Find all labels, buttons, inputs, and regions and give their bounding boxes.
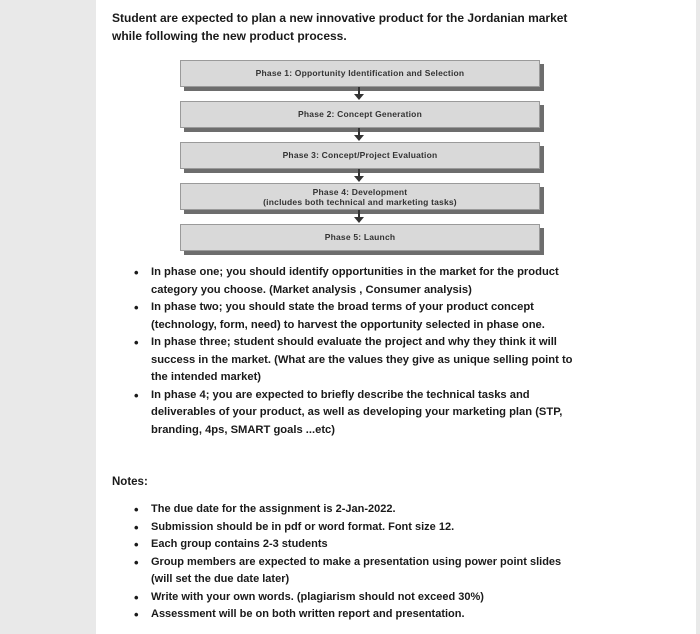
notes-list	[134, 501, 584, 624]
phase-4-label: Phase 4: Development	[312, 187, 408, 197]
list-item: • Each group contains 2-3 students	[134, 536, 584, 554]
notes-heading: Notes:	[112, 476, 148, 488]
list-item: • In phase three; student should evaluate the project and why they think it will success in the market. (What are the values they give as unique selling point to the intended market)	[134, 334, 584, 387]
document-page	[96, 0, 696, 634]
list-item: • Group members are expected to make a presentation using power point slides (will set the due date later)	[134, 554, 584, 589]
arrow-down-icon	[180, 128, 540, 142]
list-item: • Submission should be in pdf or word format. Font size 12.	[134, 519, 584, 537]
list-item: • Write with your own words. (plagiarism should not exceed 30%)	[134, 589, 584, 607]
phase-1-box: Phase 1: Opportunity Identification and Selection	[180, 60, 540, 87]
phase-3-box: Phase 3: Concept/Project Evaluation	[180, 142, 540, 169]
phase-4-sublabel: (includes both technical and marketing tasks)	[263, 197, 457, 207]
arrow-down-icon	[180, 210, 540, 224]
intro-paragraph: Student are expected to plan a new innovative product for the Jordanian market while following the new product process.	[112, 11, 568, 43]
list-item: • In phase two; you should state the broad terms of your product concept (technology, form, need) to harvest the opportunity selected in phase one.	[134, 299, 584, 334]
phase-instructions-list	[134, 264, 584, 439]
arrow-down-icon	[180, 87, 540, 101]
process-flowchart	[180, 60, 540, 251]
list-item: • In phase 4; you are expected to briefly describe the technical tasks and deliverables of your product, as well as developing your marketing plan (STP, branding, 4ps, SMART goals ...etc)	[134, 387, 584, 440]
list-item: • The due date for the assignment is 2-Jan-2022.	[134, 501, 584, 519]
phase-5-box: Phase 5: Launch	[180, 224, 540, 251]
phase-2-box: Phase 2: Concept Generation	[180, 101, 540, 128]
arrow-down-icon	[180, 169, 540, 183]
list-item: • In phase one; you should identify opportunities in the market for the product category you choose. (Market analysis , Consumer analysis)	[134, 264, 584, 299]
list-item: • Assessment will be on both written report and presentation.	[134, 606, 584, 624]
phase-4-box	[180, 183, 540, 210]
